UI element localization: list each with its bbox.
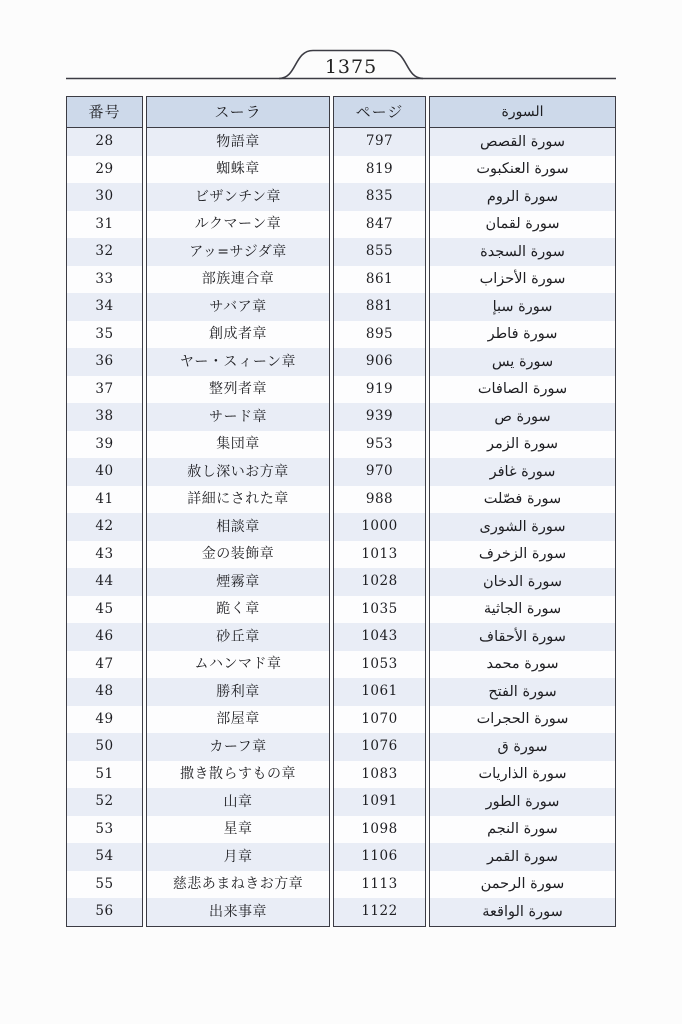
cell-no: 39 <box>67 431 142 459</box>
cell-arabic: سورة فاطر <box>430 321 615 349</box>
cell-arabic: سورة القصص <box>430 128 615 156</box>
cell-arabic: سورة الفتح <box>430 678 615 706</box>
cell-no: 54 <box>67 843 142 871</box>
cell-page: 881 <box>334 293 425 321</box>
cell-page: 1000 <box>334 513 425 541</box>
cell-page: 1035 <box>334 596 425 624</box>
cell-page: 906 <box>334 348 425 376</box>
cell-sura: 山章 <box>147 788 329 816</box>
column-page <box>333 96 426 927</box>
cell-page: 1106 <box>334 843 425 871</box>
cell-arabic: سورة القمر <box>430 843 615 871</box>
cell-sura: カーフ章 <box>147 733 329 761</box>
cell-sura: 星章 <box>147 816 329 844</box>
cell-page: 970 <box>334 458 425 486</box>
column-header-sura: スーラ <box>147 97 329 128</box>
cell-arabic: سورة السجدة <box>430 238 615 266</box>
cell-page: 861 <box>334 266 425 294</box>
cell-arabic: سورة الأحزاب <box>430 266 615 294</box>
cell-sura: 蜘蛛章 <box>147 156 329 184</box>
cell-page: 797 <box>334 128 425 156</box>
cell-sura: 金の装飾章 <box>147 541 329 569</box>
cell-sura: 勝利章 <box>147 678 329 706</box>
cell-no: 37 <box>67 376 142 404</box>
cell-sura: 創成者章 <box>147 321 329 349</box>
cell-page: 1083 <box>334 761 425 789</box>
cell-page: 1122 <box>334 898 425 926</box>
cell-no: 49 <box>67 706 142 734</box>
cell-arabic: سورة ص <box>430 403 615 431</box>
cell-no: 30 <box>67 183 142 211</box>
column-header-page: ページ <box>334 97 425 128</box>
cell-arabic: سورة الدخان <box>430 568 615 596</box>
cell-arabic: سورة الطور <box>430 788 615 816</box>
cell-no: 38 <box>67 403 142 431</box>
cell-arabic: سورة الواقعة <box>430 898 615 926</box>
column-sura <box>146 96 330 927</box>
cell-page: 1098 <box>334 816 425 844</box>
cell-sura: 整列者章 <box>147 376 329 404</box>
cell-no: 35 <box>67 321 142 349</box>
cell-arabic: سورة غافر <box>430 458 615 486</box>
cell-no: 53 <box>67 816 142 844</box>
cell-arabic: سورة لقمان <box>430 211 615 239</box>
cell-no: 29 <box>67 156 142 184</box>
cell-page: 988 <box>334 486 425 514</box>
toc-table <box>66 96 616 927</box>
cell-sura: アッ=サジダ章 <box>147 238 329 266</box>
cell-no: 56 <box>67 898 142 926</box>
cell-no: 40 <box>67 458 142 486</box>
cell-sura: ヤー・スィーン章 <box>147 348 329 376</box>
cell-sura: 物語章 <box>147 128 329 156</box>
cell-sura: 集団章 <box>147 431 329 459</box>
cell-arabic: سورة سبإ <box>430 293 615 321</box>
cell-page: 1076 <box>334 733 425 761</box>
cell-page: 895 <box>334 321 425 349</box>
cell-arabic: سورة الذاريات <box>430 761 615 789</box>
cell-sura: 煙霧章 <box>147 568 329 596</box>
column-no <box>66 96 143 927</box>
cell-page: 1070 <box>334 706 425 734</box>
cell-no: 45 <box>67 596 142 624</box>
cell-sura: 赦し深いお方章 <box>147 458 329 486</box>
cell-no: 32 <box>67 238 142 266</box>
cell-arabic: سورة العنكبوت <box>430 156 615 184</box>
cell-arabic: سورة الزمر <box>430 431 615 459</box>
cell-arabic: سورة النجم <box>430 816 615 844</box>
cell-no: 52 <box>67 788 142 816</box>
cell-sura: ビザンチン章 <box>147 183 329 211</box>
cell-arabic: سورة الصافات <box>430 376 615 404</box>
cell-arabic: سورة يس <box>430 348 615 376</box>
cell-no: 55 <box>67 871 142 899</box>
cell-sura: サバア章 <box>147 293 329 321</box>
cell-sura: ルクマーン章 <box>147 211 329 239</box>
cell-sura: 跪く章 <box>147 596 329 624</box>
cell-arabic: سورة فصّلت <box>430 486 615 514</box>
page-number-tab <box>66 40 616 84</box>
cell-no: 42 <box>67 513 142 541</box>
cell-page: 953 <box>334 431 425 459</box>
cell-arabic: سورة الشورى <box>430 513 615 541</box>
cell-no: 43 <box>67 541 142 569</box>
cell-arabic: سورة الزخرف <box>430 541 615 569</box>
cell-arabic: سورة الروم <box>430 183 615 211</box>
cell-no: 47 <box>67 651 142 679</box>
cell-sura: 撒き散らすもの章 <box>147 761 329 789</box>
cell-sura: 相談章 <box>147 513 329 541</box>
cell-sura: ムハンマド章 <box>147 651 329 679</box>
cell-no: 50 <box>67 733 142 761</box>
cell-arabic: سورة ق <box>430 733 615 761</box>
cell-page: 1013 <box>334 541 425 569</box>
cell-arabic: سورة الأحقاف <box>430 623 615 651</box>
cell-page: 819 <box>334 156 425 184</box>
cell-no: 36 <box>67 348 142 376</box>
column-header-no: 番号 <box>67 97 142 128</box>
cell-arabic: سورة محمد <box>430 651 615 679</box>
cell-sura: 詳細にされた章 <box>147 486 329 514</box>
column-arabic <box>429 96 616 927</box>
cell-page: 1113 <box>334 871 425 899</box>
cell-no: 44 <box>67 568 142 596</box>
cell-no: 34 <box>67 293 142 321</box>
cell-sura: 慈悲あまねきお方章 <box>147 871 329 899</box>
cell-page: 855 <box>334 238 425 266</box>
cell-page: 1028 <box>334 568 425 596</box>
cell-no: 41 <box>67 486 142 514</box>
cell-page: 1061 <box>334 678 425 706</box>
cell-no: 28 <box>67 128 142 156</box>
column-header-arabic: السورة <box>430 97 615 128</box>
cell-page: 847 <box>334 211 425 239</box>
cell-sura: サード章 <box>147 403 329 431</box>
cell-no: 46 <box>67 623 142 651</box>
cell-sura: 部族連合章 <box>147 266 329 294</box>
cell-no: 33 <box>67 266 142 294</box>
cell-no: 51 <box>67 761 142 789</box>
cell-arabic: سورة الجاثية <box>430 596 615 624</box>
cell-page: 939 <box>334 403 425 431</box>
cell-sura: 砂丘章 <box>147 623 329 651</box>
cell-arabic: سورة الحجرات <box>430 706 615 734</box>
cell-page: 1091 <box>334 788 425 816</box>
cell-page: 835 <box>334 183 425 211</box>
cell-page: 1043 <box>334 623 425 651</box>
cell-page: 919 <box>334 376 425 404</box>
page-number: 1375 <box>324 56 378 78</box>
cell-no: 48 <box>67 678 142 706</box>
cell-no: 31 <box>67 211 142 239</box>
cell-arabic: سورة الرحمن <box>430 871 615 899</box>
cell-sura: 月章 <box>147 843 329 871</box>
cell-sura: 部屋章 <box>147 706 329 734</box>
cell-sura: 出来事章 <box>147 898 329 926</box>
cell-page: 1053 <box>334 651 425 679</box>
